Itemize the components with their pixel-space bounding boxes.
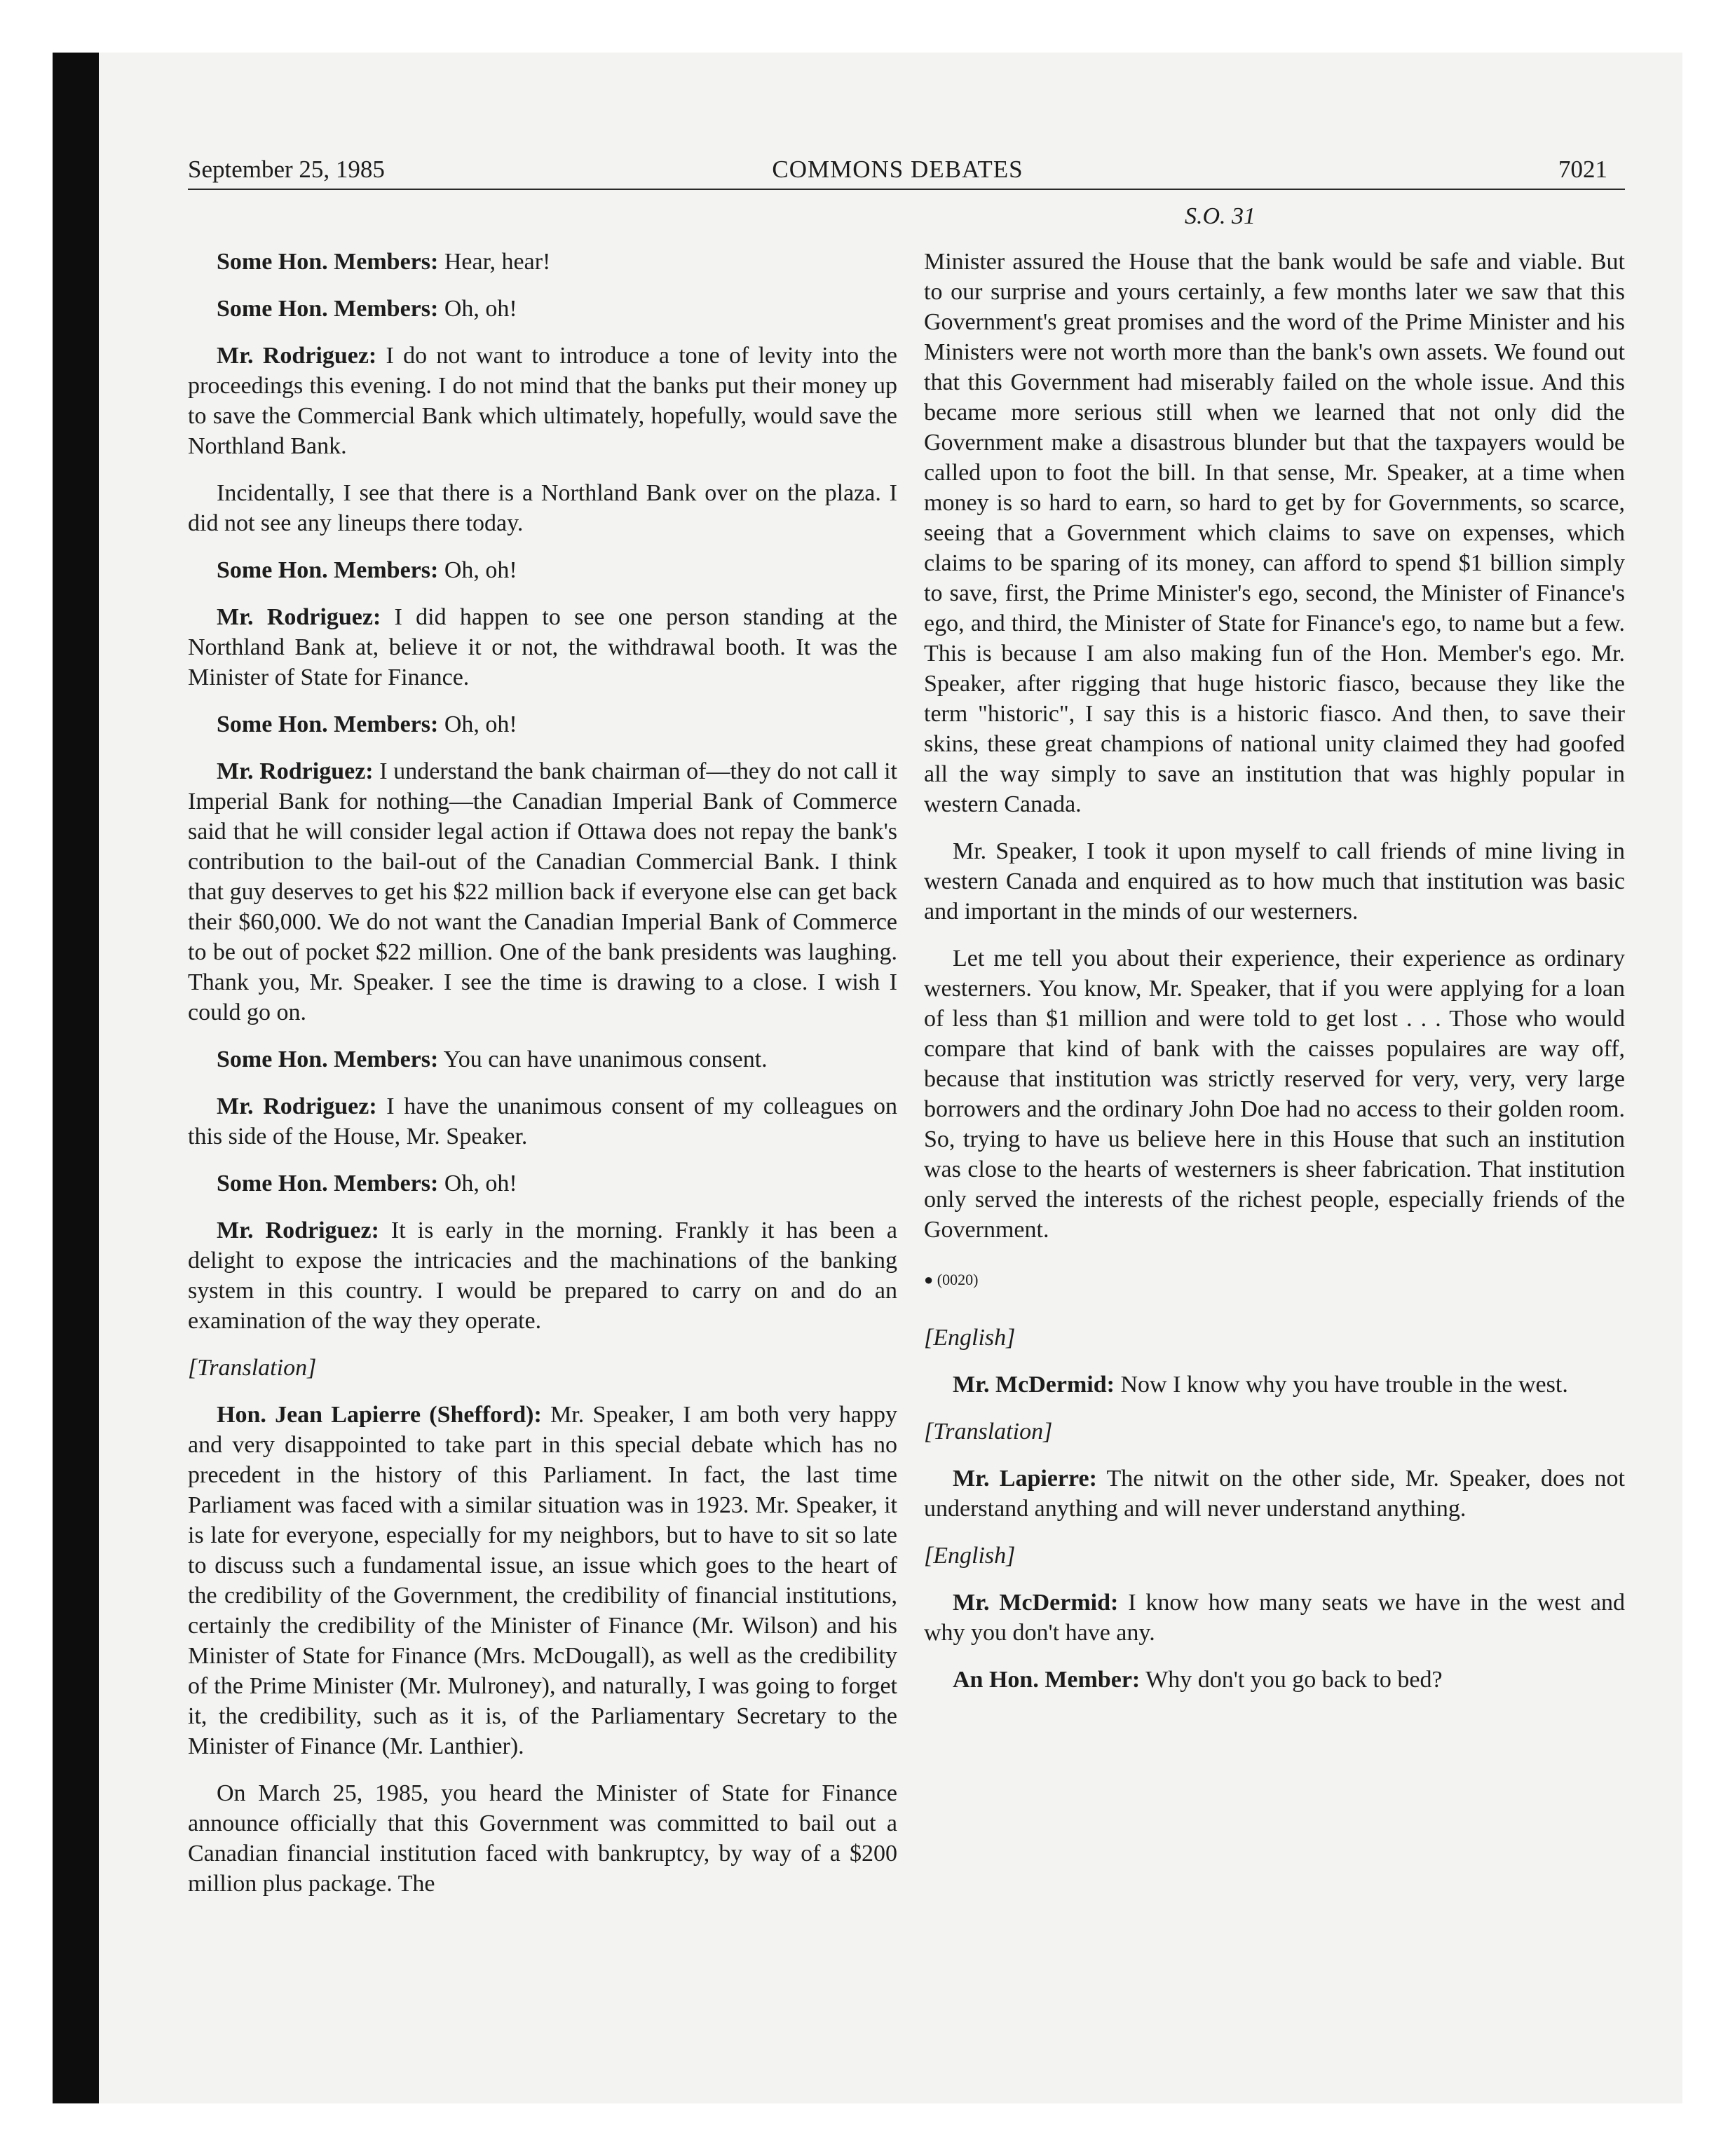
speech-text: Mr. Speaker, I took it upon myself to call friends of mine living in western Canada and enquired as to how much that institution was basic and important in the minds of our westerners.	[924, 838, 1625, 925]
speech-text: Oh, oh!	[438, 711, 517, 737]
paragraph	[188, 478, 897, 538]
paragraph	[924, 1464, 1625, 1524]
paragraph	[924, 836, 1625, 927]
speech-text: It is early in the morning. Frankly it has been a delight to expose the intricacies and the machinations of the banking system in this country. I would be prepared to carry on and do an examination of the way they operate.	[188, 1217, 897, 1334]
speech-text: Oh, oh!	[438, 1171, 517, 1196]
paragraph	[188, 709, 897, 739]
speaker-name: Mr. Rodriguez:	[217, 758, 374, 784]
right-column	[924, 247, 1625, 1712]
speaker-name: Mr. Rodriguez:	[217, 343, 377, 369]
language-tag: [English]	[924, 1325, 1016, 1351]
paragraph	[188, 1091, 897, 1152]
paragraph	[188, 1044, 897, 1074]
language-tag: [Translation]	[924, 1419, 1053, 1445]
page-number: 7021	[1558, 156, 1607, 183]
speech-text: I understand the bank chairman of—they do not call it Imperial Bank for nothing—the Canadian Imperial Bank of Commerce said that he will consider legal action if Ottawa does not repay the bank's contribution to the bail-out of the Canadian Commercial Bank. I think that guy deserves to get his $22 million back if everyone else can get back their $60,000. We do not want the Canadian Imperial Bank of Commerce to be out of pocket $22 million. One of the bank presidents was laughing. Thank you, Mr. Speaker. I see the time is drawing to a close. I wish I could go on.	[188, 758, 897, 1025]
speaker-name: Hon. Jean Lapierre (Shefford):	[217, 1402, 542, 1428]
speech-text: Mr. Speaker, I am both very happy and very disappointed to take part in this special debate which has no precedent in the history of this Parliament. In fact, the last time Parliament was faced with a similar situation was in 1923. Mr. Speaker, it is late for everyone, especially for my neighbors, but to have to sit so late to discuss such a fundamental issue, an issue which goes to the heart of the credibility of the Government, the credibility of financial institutions, certainly the credibility of the Minister of Finance (Mr. Wilson) and his Minister of State for Finance (Mrs. McDougall), as well as the credibility of the Prime Minister (Mr. Mulroney), and naturally, I was going to forget it, the credibility, such as it is, of the Parliamentary Secretary to the Minister of Finance (Mr. Lanthier).	[188, 1402, 897, 1759]
paragraph	[188, 602, 897, 692]
speaker-name: Mr. McDermid:	[953, 1372, 1115, 1398]
paragraph	[188, 247, 897, 277]
speech-text: I do not want to introduce a tone of levity into the proceedings this evening. I do not mind that the banks put their money up to save the Commercial Bank which ultimately, hopefully, would save the Northland Bank.	[188, 343, 897, 459]
speech-text: You can have unanimous consent.	[438, 1046, 768, 1072]
paragraph	[188, 555, 897, 585]
continued-paragraph: Minister assured the House that the bank would be safe and viable. But to our surprise and yours certainly, a few months later we saw that this Government's great promises and the word of the Prime Minister and his Ministers were not worth more than the bank's own assets. We found out that this Government had miserably failed on the whole issue. And this became more serious still when we learned that not only did the Government make a disastrous blunder but that the taxpayers would be called upon to foot the bill. In that sense, Mr. Speaker, at a time when money is so hard to earn, so hard to get by for Governments, so scarce, seeing that a Government which claims to save on expenses, which claims to be sparing of its money, can afford to spend $1 billion simply to save, first, the Prime Minister's ego, second, the Minister of Finance's ego, and third, the Minister of State for Finance's ego, to name but a few. This is because I am also making fun of the Hon. Member's ego. Mr. Speaker, after rigging that huge historic fiasco, because they like the term "historic", I say this is a historic fiasco. And then, to save their skins, these great champions of national unity claimed they had goofed all the way simply to save an institution that was highly popular in western Canada.	[924, 249, 1625, 817]
speaker-name: Mr. Rodriguez:	[217, 1217, 379, 1243]
speaker-name: Mr. Lapierre:	[953, 1466, 1097, 1492]
speaker-name: Some Hon. Members:	[217, 1046, 439, 1072]
page-header	[188, 153, 1607, 189]
speech-text: Now I know why you have trouble in the west.	[1114, 1372, 1568, 1398]
paragraph	[924, 1588, 1625, 1648]
speaker-name: Mr. Rodriguez:	[217, 604, 381, 630]
speech-text: Why don't you go back to bed?	[1140, 1667, 1443, 1693]
speech-text: Incidentally, I see that there is a Northland Bank over on the plaza. I did not see any lineups there today.	[188, 480, 897, 536]
speech-text: On March 25, 1985, you heard the Minister of State for Finance announce officially that this Government was committed to bail out a Canadian financial institution faced with bankruptcy, by way of a $200 million plus package. The	[188, 1780, 897, 1897]
paragraph	[188, 756, 897, 1028]
section-heading: S.O. 31	[1185, 203, 1256, 229]
speech-text: Oh, oh!	[438, 557, 517, 583]
speech-text: I have the unanimous consent of my colleagues on this side of the House, Mr. Speaker.	[188, 1093, 897, 1149]
speech-text: I know how many seats we have in the west and why you don't have any.	[924, 1590, 1626, 1646]
paragraph	[188, 1778, 897, 1899]
paragraph	[924, 1370, 1625, 1400]
speaker-name: Mr. Rodriguez:	[217, 1093, 377, 1119]
speech-text: Hear, hear!	[438, 249, 551, 275]
header-title: COMMONS DEBATES	[772, 156, 1023, 183]
speaker-name: Mr. McDermid:	[953, 1590, 1119, 1616]
paragraph	[188, 1168, 897, 1199]
language-tag: [English]	[924, 1543, 1016, 1569]
left-column	[188, 247, 897, 1916]
paragraph	[188, 341, 897, 461]
speaker-name: Some Hon. Members:	[217, 1171, 439, 1196]
time-marker: ● (0020)	[924, 1271, 979, 1288]
speech-text: Let me tell you about their experience, their experience as ordinary westerners. You know, Mr. Speaker, that if you were applying for a loan of less than $1 million and were told to get lost . . . Those who would compare that kind of bank with the caisses populaires are way off, because that institution was strictly reserved for very, very, very large borrowers and the ordinary John Doe had no access to their golden room. So, trying to have us believe here in this House that such an institution was close to the hearts of westerners is sheer fabrication. That institution only served the interests of the richest people, especially friends of the Government.	[924, 946, 1625, 1243]
speaker-name: Some Hon. Members:	[217, 711, 439, 737]
paragraph	[188, 294, 897, 324]
speaker-name: Some Hon. Members:	[217, 557, 439, 583]
binding-edge	[53, 53, 99, 2103]
speech-text: Oh, oh!	[438, 296, 517, 322]
header-rule	[188, 189, 1625, 190]
paragraph	[188, 1215, 897, 1336]
language-tag: [Translation]	[188, 1355, 317, 1381]
paragraph	[188, 1400, 897, 1761]
speaker-name: Some Hon. Members:	[217, 249, 439, 275]
header-date: September 25, 1985	[188, 156, 385, 183]
speech-text: I did happen to see one person standing at the Northland Bank at, believe it or not, the withdrawal booth. It was the Minister of State for Finance.	[188, 604, 897, 690]
paragraph	[924, 1665, 1625, 1695]
speaker-name: Some Hon. Members:	[217, 296, 439, 322]
paragraph	[924, 943, 1625, 1245]
speaker-name: An Hon. Member:	[953, 1667, 1141, 1693]
speech-text: The nitwit on the other side, Mr. Speaker, does not understand anything and will never understand anything.	[924, 1466, 1626, 1522]
